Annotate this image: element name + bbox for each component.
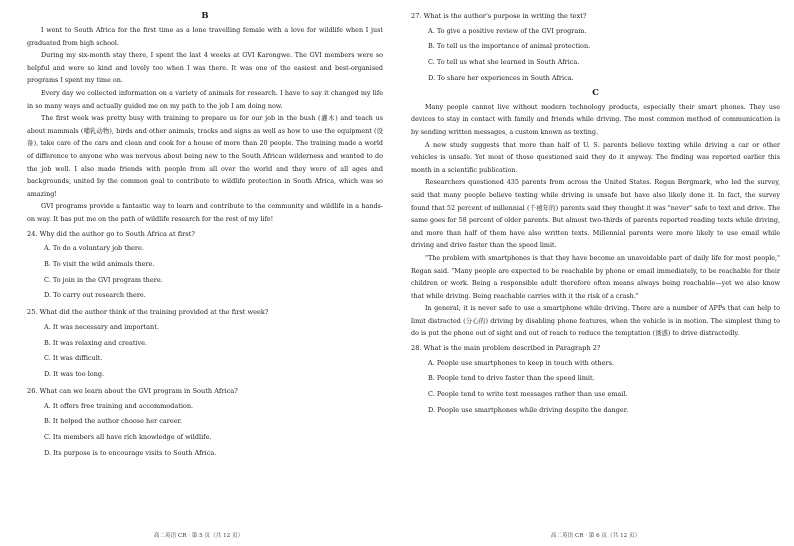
passage-c-paragraph: In general, it is never safe to use a smartphone while driving. There are a number of APPs that can help to limit distracted (分心的) driving by disabling phone features, when the vehicle is in motion. The simplest thing to do is put the phone out of sight and out of reach to reduce the temptation (诱惑) to drive distractedly.: [411, 304, 780, 338]
answer-option: B. To visit the wild animals there.: [44, 259, 155, 268]
answer-option: C. It was difficult.: [44, 354, 103, 363]
question-stem: 25. What did the author think of the training provided at the first week?: [27, 308, 269, 317]
page-footer: 高二英语 CR · 第 5 页（共 12 页）: [153, 533, 244, 539]
question-stem: 27. What is the author's purpose in writing the text?: [411, 12, 587, 20]
answer-option: B. People tend to drive faster than the speed limit.: [428, 374, 595, 383]
answer-option: D. To share her experiences in South Africa.: [428, 73, 574, 82]
question-26: [27, 385, 383, 462]
question-stem: 24. Why did the author go to South Africa at first?: [27, 229, 195, 238]
answer-option: A. People use smartphones to keep in touch with others.: [428, 358, 615, 367]
passage-b-paragraph: Every day we collected information on a variety of animals for research. I have to say it changed my life in so many ways and actually guided me on my path to the job I am doing now.: [27, 88, 383, 110]
answer-option: D. To carry out research there.: [44, 291, 146, 300]
passage-b-paragraph: During my six-month stay there, I spent the last 4 weeks at GVI Karongwe. The GVI members were so helpful and were so kind and lovely too when I was there. It was one of the easiest and best-organised programs I spent my time on.: [27, 51, 383, 85]
answer-option: C. People tend to write text messages rather than use email.: [428, 390, 628, 399]
question-stem: 28. What is the main problem described in Paragraph 2?: [411, 344, 601, 353]
passage-c-paragraph: "The problem with smartphones is that they have become an unavoidable part of daily life for most people," Regan said. "Many people are expected to be reachable by phone or email immediately, to be reachable for their children or work. Being a responsible adult therefore often means always being reachable—yet we also know that while driving. Being reachable carries with it the risk of a crash.": [411, 253, 780, 300]
question-28: [411, 342, 780, 419]
right-page: [397, 0, 794, 546]
question-27: [411, 10, 780, 87]
answer-option: A. To do a voluntary job there.: [44, 244, 144, 253]
answer-option: A. It was necessary and important.: [44, 322, 159, 331]
passage-c-paragraph: Researchers questioned 435 parents from across the United States. Regan Bergmark, who led the survey, said that many people believe texting while driving is unsafe but have also likely done it. In fact, the survey found that 52 percent of millennial (千禧年的) parents said they thought it was "never" safe to text and drive. The same goes for 58 percent of older parents. But almost two-thirds of parents reported reading texts while driving, and more than half of them have also written texts. Millennial parents were more likely to use email while driving and drive faster than the speed limit.: [411, 178, 780, 250]
answer-option: B. It helped the author choose her career.: [44, 417, 183, 426]
answer-option: D. People use smartphones while driving despite the danger.: [428, 406, 629, 415]
answer-option: A. It offers free training and accommodation.: [44, 401, 194, 410]
passage-b-paragraph: GVI programs provide a fantastic way to learn and contribute to the community and wildlife in a hands-on way. It has put me on the path of wildlife research for the rest of my life!: [27, 202, 383, 223]
answer-option: D. It was too long.: [44, 370, 105, 379]
answer-option: B. To tell us the importance of animal protection.: [428, 42, 591, 51]
question-24: [27, 228, 383, 305]
answer-option: C. To tell us what she learned in South Africa.: [428, 58, 580, 67]
answer-option: C. To join in the GVI program there.: [44, 275, 163, 284]
answer-option: D. Its purpose is to encourage visits to South Africa.: [44, 449, 217, 458]
answer-option: C. Its members all have rich knowledge of wildlife.: [44, 433, 212, 442]
section-heading-c: C: [592, 87, 599, 98]
passage-b-paragraph: The first week was pretty busy with training to prepare us for our job in the bush (灌木) and teach us about mammals (哺乳动物), birds and other animals, tracks and signs as well as how to use the equipment (设备), take care of the cars and clean and cook for a house of more than 20 people. The training made a world of difference to anyone who was nervous about being new to the South African wilderness and wanted to do the job well. I also made friends with people from all over the world and they were of all ages and backgrounds, united by the common goal to contribute to wildlife protection in South Africa, which was so amazing!: [27, 114, 383, 198]
section-heading-b: B: [201, 11, 209, 21]
passage-c-paragraph: Many people cannot live without modern technology products, especially their smart phones. They use devices to stay in contact with family and friends while driving. The most common method of communication is by sending written messages, a custom known as texting.: [411, 102, 780, 136]
passage-c-paragraph: A new study suggests that more than half of U. S. parents believe texting while driving a car or other vehicles is unsafe. Yet most of those questioned said they do it anyway. The finding was reported earlier this month in a scientific publication.: [411, 140, 780, 174]
question-stem: 26. What can we learn about the GVI program in South Africa?: [27, 387, 238, 396]
passage-b-paragraph: I went to South Africa for the first time as a lone travelling female with a love for wildlife when I just graduated from high school.: [27, 26, 383, 47]
answer-option: A. To give a positive review of the GVI program.: [428, 26, 587, 35]
answer-option: B. It was relaxing and creative.: [44, 338, 148, 347]
question-25: [27, 306, 383, 383]
page-footer: 高二英语 CR · 第 6 页（共 12 页）: [550, 533, 641, 539]
